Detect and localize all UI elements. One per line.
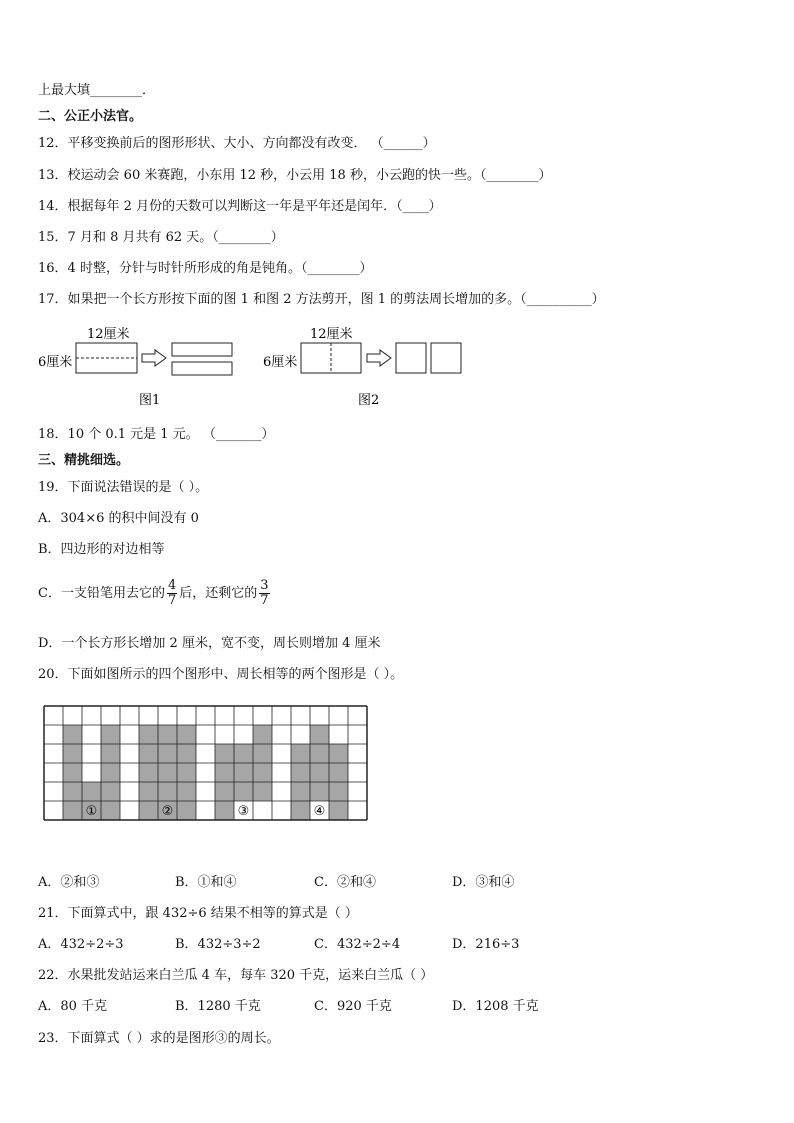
grid-shape-label-1: ① <box>85 804 98 819</box>
shape-1-cell <box>101 801 120 820</box>
question-23: 23．下面算式（ ）求的是图形③的周长。 <box>38 1031 280 1046</box>
shape-3-cell <box>234 782 253 801</box>
shape-4-cell <box>291 801 310 820</box>
question-16: 16．4 时整，分针与时针所形成的角是钝角。（________） <box>38 261 373 276</box>
fig1-piece-top <box>172 343 232 356</box>
shape-2-cell <box>177 725 196 744</box>
option-c-text-2: 后，还剩它的 <box>179 586 258 601</box>
q20-option-b: B．①和④ <box>175 875 237 890</box>
shape-4-cell <box>329 782 348 801</box>
shape-4-cell <box>310 782 329 801</box>
shape-2-cell <box>158 725 177 744</box>
section-3-title: 三、精挑细选。 <box>38 453 130 468</box>
shape-4-cell <box>310 763 329 782</box>
grid-shape-label-4: ④ <box>313 804 326 819</box>
shape-2-cell <box>139 744 158 763</box>
q20-option-a: A．②和③ <box>38 875 100 890</box>
fig1-length-label: 12厘米 <box>87 327 130 342</box>
shape-2-cell <box>139 763 158 782</box>
question-20: 20．下面如图所示的四个图形中、周长相等的两个图形是（ ）。 <box>38 667 404 682</box>
q21-option-d: D．216÷3 <box>452 937 520 952</box>
shape-4-cell <box>329 744 348 763</box>
question-13: 13．校运动会 60 米赛跑，小东用 12 秒，小云用 18 秒，小云跑的快一些。（________） <box>38 168 552 183</box>
shape-2-cell <box>177 782 196 801</box>
fig2-length-label: 12厘米 <box>310 327 353 342</box>
grid-shape-label-3: ③ <box>237 804 250 819</box>
shape-4-cell <box>310 725 329 744</box>
shape-3-cell <box>253 782 272 801</box>
shape-1-cell <box>63 763 82 782</box>
shape-1-cell <box>63 782 82 801</box>
fig2-arrow <box>367 350 391 366</box>
shape-1-cell <box>82 782 101 801</box>
fig1-piece-bottom <box>172 362 232 375</box>
fig1-arrow <box>142 350 166 366</box>
grid-shapes <box>63 725 348 820</box>
question-22: 22．水果批发站运来白兰瓜 4 车，每车 320 千克，运来白兰瓜（ ） <box>38 968 434 983</box>
q22-option-c: C．920 千克 <box>314 999 392 1014</box>
question-19-option-a: A．304×6 的积中间没有 0 <box>38 511 199 526</box>
shape-1-cell <box>63 744 82 763</box>
shape-1-cell <box>101 763 120 782</box>
option-c-text-1: C．一支铅笔用去它的 <box>38 586 165 601</box>
shape-2-cell <box>158 744 177 763</box>
shape-3-cell <box>253 744 272 763</box>
fraction-three-sevenths: $\frac{3}{7}$ <box>260 578 269 608</box>
shape-3-cell <box>215 801 234 820</box>
shape-1-cell <box>101 744 120 763</box>
fig2-width-label: 6厘米 <box>263 355 298 370</box>
q22-option-a: A．80 千克 <box>38 999 108 1014</box>
fig1-width-label: 6厘米 <box>38 355 73 370</box>
shape-3-cell <box>215 763 234 782</box>
shape-4-cell <box>291 763 310 782</box>
fig2-piece-right <box>431 343 461 373</box>
question-18: 18．10 个 0.1 元是 1 元。 （_______） <box>38 427 275 442</box>
shape-3-cell <box>253 763 272 782</box>
shape-2-cell <box>158 763 177 782</box>
shape-4-cell <box>291 744 310 763</box>
shape-3-cell <box>253 725 272 744</box>
question-19-option-c <box>38 578 272 610</box>
shape-4-cell <box>329 801 348 820</box>
shape-1-cell <box>63 801 82 820</box>
question-19-option-d: D．一个长方形长增加 2 厘米，宽不变，周长则增加 4 厘米 <box>38 636 381 651</box>
section-2-title: 二、公正小法官。 <box>38 109 143 124</box>
question-20-grid-figure <box>40 702 370 822</box>
fraction-four-sevenths: $\frac{4}{7}$ <box>167 578 177 608</box>
shape-4-cell <box>329 763 348 782</box>
question-19: 19．下面说法错误的是（ ）。 <box>38 480 209 495</box>
shape-3-cell <box>215 744 234 763</box>
q21-option-a: A．432÷2÷3 <box>38 937 124 952</box>
q20-option-c: C．②和④ <box>314 875 376 890</box>
shape-4-cell <box>310 744 329 763</box>
shape-2-cell <box>158 782 177 801</box>
q21-option-c: C．432÷2÷4 <box>314 937 401 952</box>
grid-shape-label-2: ② <box>161 804 174 819</box>
q22-option-b: B．1280 千克 <box>175 999 261 1014</box>
shape-2-cell <box>139 725 158 744</box>
shape-1-cell <box>101 725 120 744</box>
q21-option-b: B．432÷3÷2 <box>175 937 261 952</box>
question-14: 14．根据每年 2 月份的天数可以判断这一年是平年还是闰年．（____） <box>38 199 442 214</box>
grid-shape-labels <box>86 804 326 819</box>
shape-2-cell <box>177 763 196 782</box>
q20-option-d: D．③和④ <box>452 875 515 890</box>
shape-1-cell <box>101 782 120 801</box>
shape-2-cell <box>177 801 196 820</box>
question-17-figure <box>0 320 794 420</box>
shape-2-cell <box>177 744 196 763</box>
question-21: 21．下面算式中，跟 432÷6 结果不相等的算式是（ ） <box>38 906 358 921</box>
shape-3-cell <box>234 763 253 782</box>
shape-2-cell <box>139 801 158 820</box>
line-q11-end: 上最大填________． <box>38 83 156 98</box>
fig1-caption: 图1 <box>139 393 161 408</box>
q22-option-d: D．1208 千克 <box>452 999 539 1014</box>
question-15: 15．7 月和 8 月共有 62 天。（________） <box>38 230 284 245</box>
fig2-piece-left <box>396 343 426 373</box>
question-17: 17．如果把一个长方形按下面的图 1 和图 2 方法剪开，图 1 的剪法周长增加的多。（__________） <box>38 292 605 307</box>
shape-3-cell <box>234 744 253 763</box>
shape-4-cell <box>291 782 310 801</box>
fig2-caption: 图2 <box>358 393 380 408</box>
question-12: 12．平移变换前后的图形形状、大小、方向都没有改变． （______） <box>38 136 436 151</box>
shape-1-cell <box>63 725 82 744</box>
question-19-option-b: B．四边形的对边相等 <box>38 542 165 557</box>
shape-3-cell <box>215 782 234 801</box>
shape-2-cell <box>139 782 158 801</box>
